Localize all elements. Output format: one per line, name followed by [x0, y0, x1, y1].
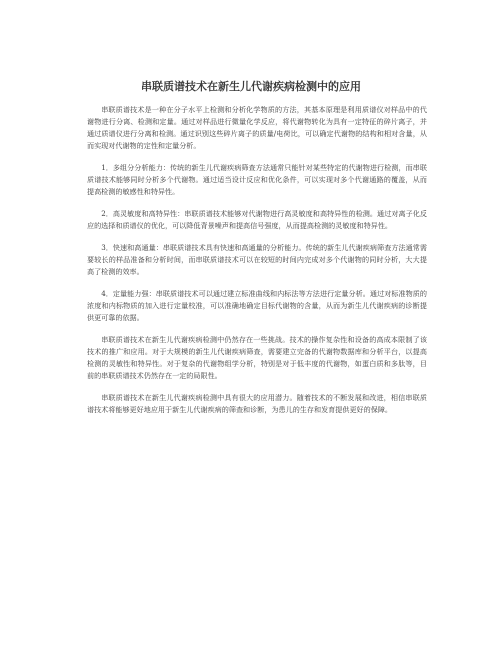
document-title: 串联质谱技术在新生儿代谢疾病检测中的应用 [141, 80, 361, 93]
paragraph-challenges: 串联质谱技术在新生儿代谢疾病检测中仍然存在一些挑战。技术的操作复杂性和设备的高成本限制了该技术的推广和应用。对于大规模的新生儿代谢疾病筛查，需要建立完备的代谢物数据库和分析平台，以提高检测的灵敏性和特异性。对于复杂的代谢物组学分析，特别是对于低丰度的代谢物，如蛋白质和多肽等，目前的串联质谱技术仍然存在一定的局限性。 [87, 335, 427, 380]
paragraph-intro: 串联质谱技术是一种在分子水平上检测和分析化学物质的方法，其基本原理是利用质谱仪对样品中的代谢物进行分离、检测和定量。通过对样品进行微量化学反应，将代谢物转化为具有一定特征的碎片离子，并通过质谱仪进行分离和检测。通过识别这些碎片离子的质量/电荷比，可以确定代谢物的结构和相对含量，从而实现对代谢物的定性和定量分析。 [87, 105, 427, 150]
paragraph-point-2: 2．高灵敏度和高特异性：串联质谱技术能够对代谢物进行高灵敏度和高特异性的检测。通过对离子化反应的选择和质谱仪的优化，可以降低背景噪声和提高信号强度，从而提高检测的灵敏度和特异性。 [87, 209, 427, 230]
paragraph-conclusion: 串联质谱技术在新生儿代谢疾病检测中具有很大的应用潜力。随着技术的不断发展和改进，相信串联质谱技术将能够更好地应用于新生儿代谢疾病的筛查和诊断，为患儿的生存和发育提供更好的保障。 [87, 393, 427, 414]
paragraph-point-1: 1．多组分分析能力：传统的新生儿代谢疾病筛查方法通常只能针对某些特定的代谢物进行检测，而串联质谱技术能够同时分析多个代谢物。通过适当设计反应和优化条件，可以实现对多个代谢通路的覆盖，从而提高检测的敏感性和特异性。 [87, 163, 427, 196]
paragraph-point-4: 4．定量能力强：串联质谱技术可以通过建立标准曲线和内标法等方法进行定量分析。通过对标准物质的浓度和内标物质的加入进行定量校准，可以准确地确定目标代谢物的含量，从而为新生儿代谢疾病的诊断提供更可靠的依据。 [87, 289, 427, 322]
paragraph-point-3: 3．快速和高通量：串联质谱技术具有快速和高通量的分析能力。传统的新生儿代谢疾病筛查方法通常需要较长的样品准备和分析时间，而串联质谱技术可以在较短的时间内完成对多个代谢物的同时分析，大大提高了检测的效率。 [87, 243, 427, 276]
document-body [87, 104, 427, 426]
